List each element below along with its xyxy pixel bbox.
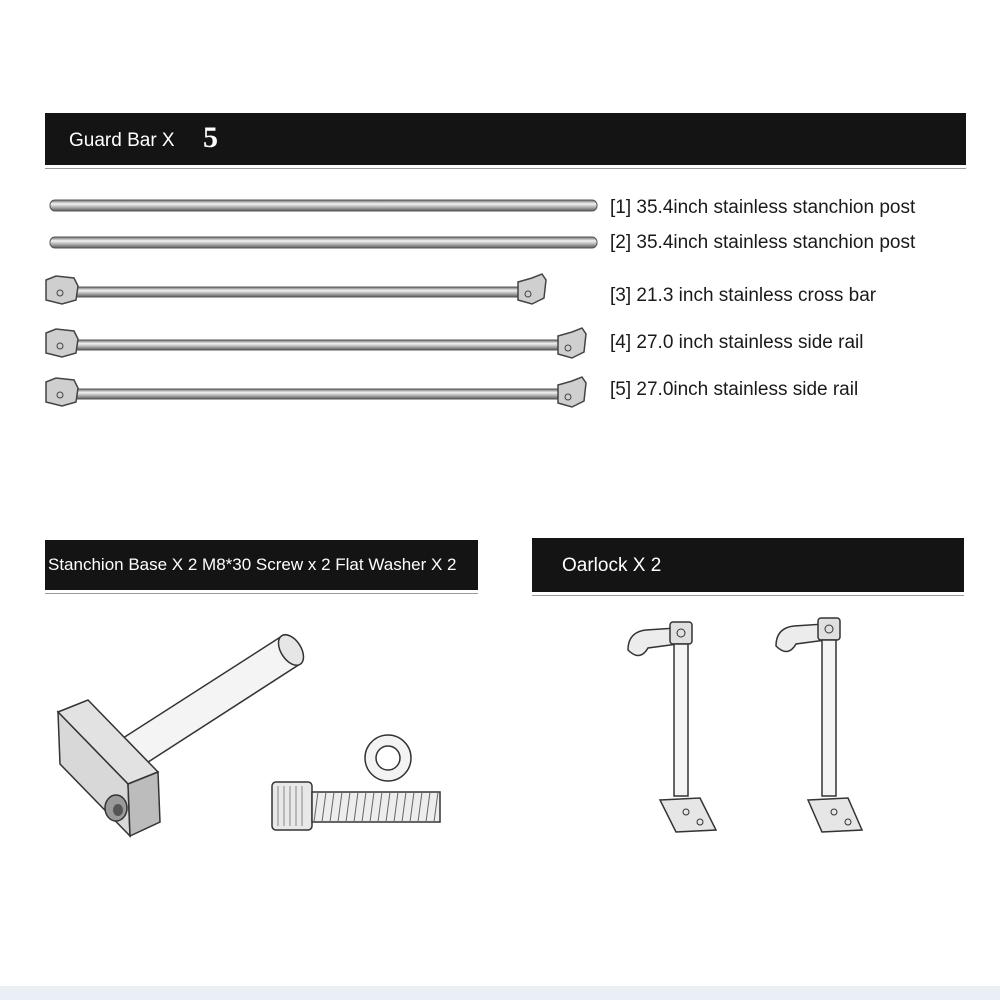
guard-bar-title: Guard Bar X: [69, 130, 175, 151]
part-label-5: [5] 27.0inch stainless side rail: [610, 379, 859, 400]
oarlock-1-image: [628, 622, 716, 832]
oarlock-title: Oarlock X 2: [562, 555, 662, 576]
oarlock-2-image: [776, 618, 862, 832]
bottom-edge-strip: [0, 986, 1000, 1000]
guard-bar-count: 5: [203, 121, 218, 154]
part-label-1: [1] 35.4inch stainless stanchion post: [610, 197, 916, 218]
part-label-2: [2] 35.4inch stainless stanchion post: [610, 232, 916, 253]
stanchion-base-title: Stanchion Base X 2 M8*30 Screw x 2 Flat Washer X 2: [48, 555, 457, 574]
part-label-3: [3] 21.3 inch stainless cross bar: [610, 285, 877, 306]
part-label-4: [4] 27.0 inch stainless side rail: [610, 332, 864, 353]
